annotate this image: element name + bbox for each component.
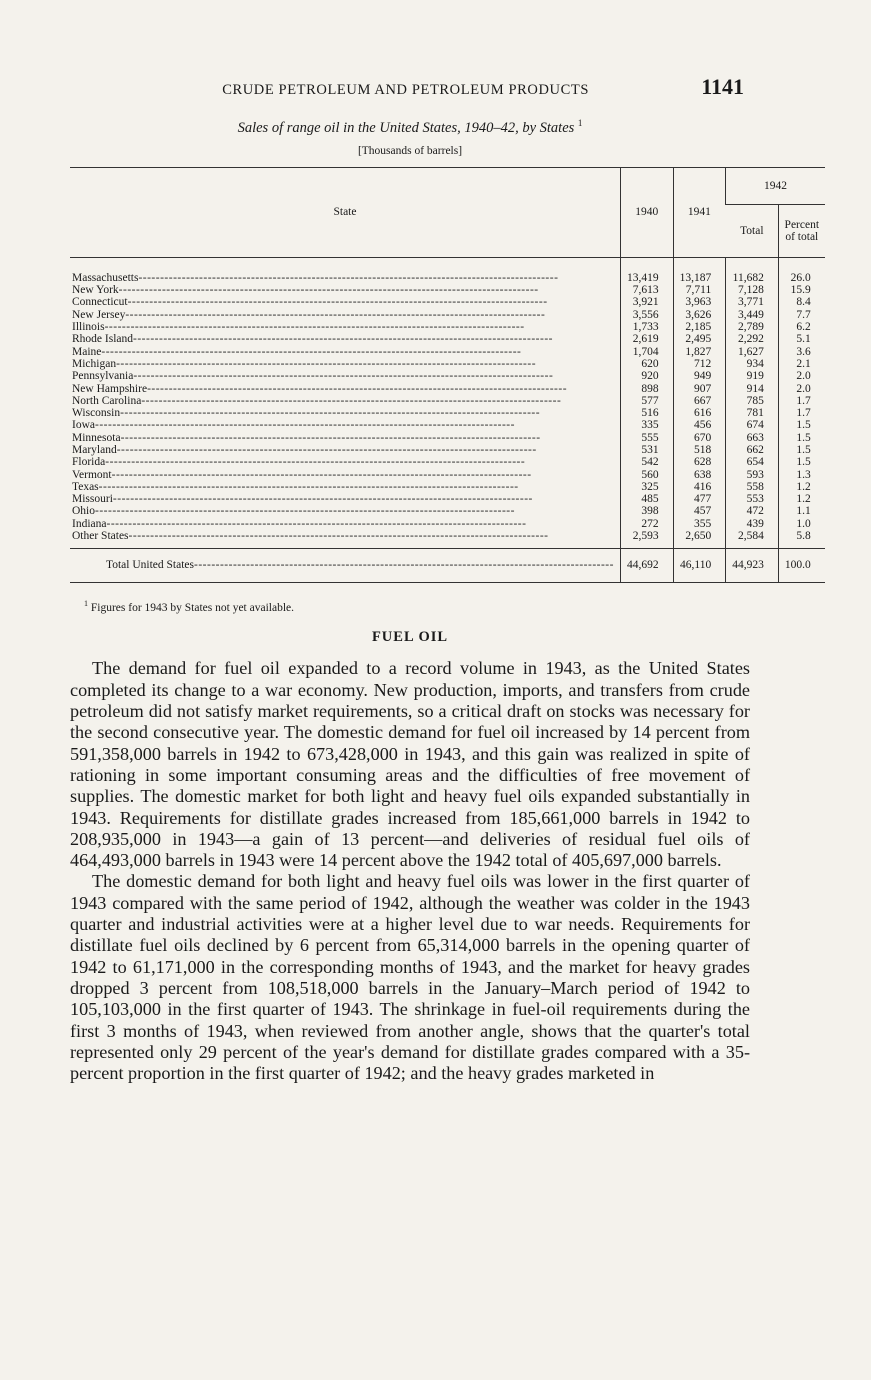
state-cell	[70, 309, 620, 321]
table-total-row	[70, 549, 825, 582]
leader-dots	[133, 370, 614, 382]
value-1940: 7,613	[620, 284, 673, 296]
state-label	[72, 518, 614, 530]
value-1942-total: 1,627	[726, 346, 779, 358]
paragraph-1: The demand for fuel oil expanded to a record volume in 1943, as the United States completed its change to a war economy. New production, imports, and transfers from crude petroleum did not satisfy market requirements, so a critical draft on stocks was necessary for the second consecutive year. The domestic demand for fuel oil increased by 14 percent from 591,358,000 barrels in 1942 to 673,428,000 in 1943, and this gain was realized in spite of rationing in some important consuming areas and the difficulties of free movement of supplies. The domestic market for both light and heavy fuel oils expanded substantially in 1943. Requirements for distillate grades increased from 185,661,000 barrels in 1942 to 208,935,000 in 1943—a gain of 13 percent—and deliveries of residual fuel oils of 464,493,000 barrels in 1943 were 14 percent above the 1942 total of 405,697,000 barrels.	[70, 658, 750, 871]
state-name: New York	[72, 284, 119, 297]
state-label	[72, 333, 614, 345]
value-1942-total: 674	[726, 419, 779, 431]
leader-dots	[95, 419, 614, 431]
state-label	[72, 395, 614, 407]
table-title-text: Sales of range oil in the United States, 1940–42, by States	[237, 119, 575, 136]
state-label	[72, 530, 614, 542]
state-name: Rhode Island	[72, 333, 134, 346]
value-1940: 3,556	[620, 309, 673, 321]
leader-dots	[117, 444, 614, 456]
table-row	[70, 284, 825, 296]
value-1941: 907	[673, 383, 726, 395]
value-1941: 616	[673, 407, 726, 419]
state-label	[72, 383, 614, 395]
total-row-label	[106, 559, 614, 571]
value-1942-percent: 6.2	[778, 321, 824, 333]
state-cell	[70, 346, 620, 358]
value-1940: 1,704	[620, 346, 673, 358]
leader-dots	[105, 456, 614, 468]
header-1942: 1942	[726, 167, 825, 204]
value-1940: 531	[620, 444, 673, 456]
value-1942-total: 662	[726, 444, 779, 456]
table-row	[70, 296, 825, 308]
value-1940: 920	[620, 370, 673, 382]
value-1941: 667	[673, 395, 726, 407]
leader-dots	[147, 383, 614, 395]
table-total	[70, 549, 825, 582]
table-row	[70, 469, 825, 481]
state-name: Michigan	[72, 357, 117, 370]
value-1942-percent: 2.1	[778, 358, 824, 370]
state-label	[72, 432, 614, 444]
leader-dots	[119, 284, 614, 296]
state-cell	[70, 284, 620, 296]
table-body	[70, 257, 825, 549]
value-1942-total: 7,128	[726, 284, 779, 296]
value-1940: 560	[620, 469, 673, 481]
state-cell	[70, 432, 620, 444]
table-row	[70, 333, 825, 345]
value-1941: 628	[673, 456, 726, 468]
value-1942-total: 919	[726, 370, 779, 382]
state-name: Maryland	[72, 443, 117, 456]
state-label	[72, 346, 614, 358]
table-row	[70, 346, 825, 358]
value-1942-total: 785	[726, 395, 779, 407]
table-row	[70, 395, 825, 407]
table-row	[70, 383, 825, 395]
value-1942-total: 934	[726, 358, 779, 370]
state-name: Maine	[72, 345, 102, 358]
state-label	[72, 321, 614, 333]
leader-dots	[194, 559, 614, 571]
state-cell	[70, 444, 620, 456]
total-1940: 44,692	[620, 549, 673, 582]
state-label	[72, 370, 614, 382]
state-label	[72, 481, 614, 493]
value-1942-percent: 1.5	[778, 456, 824, 468]
value-1940: 577	[620, 395, 673, 407]
value-1942-percent: 15.9	[778, 284, 824, 296]
total-1942: 44,923	[726, 549, 779, 582]
state-cell	[70, 493, 620, 505]
state-cell	[70, 407, 620, 419]
state-name: North Carolina	[72, 394, 142, 407]
leader-dots	[116, 358, 614, 370]
value-1941: 416	[673, 481, 726, 493]
table-row	[70, 481, 825, 493]
table-bottom-rule	[70, 582, 825, 585]
state-label	[72, 272, 614, 284]
value-1942-percent: 1.5	[778, 444, 824, 456]
value-1940: 620	[620, 358, 673, 370]
value-1942-total: 558	[726, 481, 779, 493]
table-row	[70, 493, 825, 505]
state-name: Other States	[72, 530, 129, 543]
header-state: State	[70, 167, 620, 257]
value-1942-percent: 5.1	[778, 333, 824, 345]
value-1941: 457	[673, 505, 726, 517]
table-row	[70, 530, 825, 549]
value-1941: 477	[673, 493, 726, 505]
state-name: Connecticut	[72, 296, 128, 309]
leader-dots	[129, 530, 614, 542]
state-cell	[70, 530, 620, 549]
leader-dots	[105, 321, 614, 333]
leader-dots	[128, 296, 614, 308]
table-row	[70, 370, 825, 382]
table-row	[70, 407, 825, 419]
value-1940: 272	[620, 518, 673, 530]
value-1942-percent: 26.0	[778, 257, 824, 284]
table-row	[70, 518, 825, 530]
value-1942-total: 439	[726, 518, 779, 530]
total-1941: 46,110	[673, 549, 726, 582]
state-name: Missouri	[72, 493, 113, 506]
value-1942-total: 593	[726, 469, 779, 481]
state-label	[72, 284, 614, 296]
state-cell	[70, 395, 620, 407]
table-row	[70, 505, 825, 517]
value-1940: 13,419	[620, 257, 673, 284]
leader-dots	[99, 481, 614, 493]
value-1942-percent: 1.1	[778, 505, 824, 517]
state-cell	[70, 481, 620, 493]
header-1942-percent: Percent of total	[778, 204, 824, 257]
value-1942-percent: 1.5	[778, 419, 824, 431]
leader-dots	[113, 493, 614, 505]
value-1941: 3,626	[673, 309, 726, 321]
value-1942-total: 914	[726, 383, 779, 395]
value-1942-percent: 1.7	[778, 407, 824, 419]
value-1942-percent: 1.2	[778, 493, 824, 505]
state-label	[72, 407, 614, 419]
value-1940: 555	[620, 432, 673, 444]
value-1941: 13,187	[673, 257, 726, 284]
value-1942-total: 553	[726, 493, 779, 505]
leader-dots	[112, 469, 614, 481]
range-oil-sales-table	[70, 167, 825, 585]
state-label	[72, 309, 614, 321]
state-name: Ohio	[72, 505, 95, 518]
value-1941: 456	[673, 419, 726, 431]
state-cell	[70, 383, 620, 395]
state-cell	[70, 296, 620, 308]
footnote-text: Figures for 1943 by States not yet available.	[90, 601, 295, 614]
header-1941: 1941	[673, 167, 726, 257]
value-1941: 2,185	[673, 321, 726, 333]
state-name: Wisconsin	[72, 407, 121, 420]
value-1942-total: 2,789	[726, 321, 779, 333]
value-1940: 335	[620, 419, 673, 431]
value-1942-percent: 1.2	[778, 481, 824, 493]
table-row	[70, 419, 825, 431]
leader-dots	[125, 309, 614, 321]
value-1940: 2,619	[620, 333, 673, 345]
table-row	[70, 444, 825, 456]
value-1942-total: 781	[726, 407, 779, 419]
value-1941: 712	[673, 358, 726, 370]
table-row	[70, 321, 825, 333]
state-cell	[70, 518, 620, 530]
state-cell	[70, 358, 620, 370]
value-1940: 485	[620, 493, 673, 505]
table-row	[70, 358, 825, 370]
running-head-title: CRUDE PETROLEUM AND PETROLEUM PRODUCTS	[222, 82, 589, 98]
value-1940: 898	[620, 383, 673, 395]
value-1942-percent: 1.0	[778, 518, 824, 530]
header-1942-total: Total	[726, 204, 779, 257]
value-1942-percent: 3.6	[778, 346, 824, 358]
leader-dots	[95, 505, 614, 517]
total-percent: 100.0	[778, 549, 824, 582]
value-1940: 1,733	[620, 321, 673, 333]
value-1942-percent: 8.4	[778, 296, 824, 308]
total-row-state: Total United States	[106, 559, 194, 572]
state-name: New Hampshire	[72, 382, 148, 395]
value-1942-percent: 7.7	[778, 309, 824, 321]
value-1942-total: 2,292	[726, 333, 779, 345]
table-title-footnote-marker: 1	[577, 118, 583, 128]
table-footnote	[70, 599, 750, 614]
value-1942-total: 3,449	[726, 309, 779, 321]
value-1942-total: 472	[726, 505, 779, 517]
value-1942-percent: 2.0	[778, 383, 824, 395]
value-1941: 670	[673, 432, 726, 444]
value-1940: 398	[620, 505, 673, 517]
state-label	[72, 444, 614, 456]
section-heading: FUEL OIL	[371, 629, 449, 646]
value-1942-total: 2,584	[726, 530, 779, 549]
leader-dots	[141, 395, 614, 407]
state-cell	[70, 257, 620, 284]
value-1942-percent: 5.8	[778, 530, 824, 549]
state-name: Minnesota	[72, 431, 121, 444]
state-label	[72, 296, 614, 308]
table-row	[70, 456, 825, 468]
table-row	[70, 309, 825, 321]
state-label	[72, 358, 614, 370]
state-label	[72, 505, 614, 517]
value-1940: 3,921	[620, 296, 673, 308]
state-cell	[70, 333, 620, 345]
value-1942-total: 654	[726, 456, 779, 468]
value-1941: 518	[673, 444, 726, 456]
header-1940: 1940	[620, 167, 673, 257]
state-cell	[70, 456, 620, 468]
value-1940: 2,593	[620, 530, 673, 549]
state-label	[72, 456, 614, 468]
value-1941: 949	[673, 370, 726, 382]
running-head	[70, 74, 750, 110]
state-cell	[70, 469, 620, 481]
value-1942-total: 11,682	[726, 257, 779, 284]
state-name: Pennsylvania	[72, 370, 134, 383]
value-1941: 3,963	[673, 296, 726, 308]
table-row	[70, 257, 825, 284]
table-unit: [Thousands of barrels]	[357, 144, 463, 157]
value-1941: 355	[673, 518, 726, 530]
table-title	[70, 118, 750, 137]
value-1942-percent: 1.7	[778, 395, 824, 407]
leader-dots	[120, 407, 614, 419]
value-1942-percent: 2.0	[778, 370, 824, 382]
leader-dots	[106, 518, 614, 530]
state-name: Massachusetts	[72, 271, 139, 284]
state-label	[72, 419, 614, 431]
state-label	[72, 469, 614, 481]
footnote-marker: 1	[84, 598, 88, 608]
value-1940: 516	[620, 407, 673, 419]
value-1942-percent: 1.3	[778, 469, 824, 481]
table-row	[70, 432, 825, 444]
state-name: Iowa	[72, 419, 95, 432]
state-cell	[70, 419, 620, 431]
state-cell	[70, 321, 620, 333]
value-1941: 2,495	[673, 333, 726, 345]
state-name: Vermont	[72, 468, 112, 481]
leader-dots	[138, 272, 614, 284]
value-1941: 1,827	[673, 346, 726, 358]
value-1942-total: 3,771	[726, 296, 779, 308]
state-name: Florida	[72, 456, 106, 469]
value-1941: 7,711	[673, 284, 726, 296]
state-label	[72, 493, 614, 505]
state-name: Indiana	[72, 517, 107, 530]
value-1942-total: 663	[726, 432, 779, 444]
state-cell	[70, 370, 620, 382]
document-page	[70, 74, 820, 1084]
leader-dots	[101, 346, 614, 358]
value-1940: 325	[620, 481, 673, 493]
value-1941: 2,650	[673, 530, 726, 549]
state-cell	[70, 505, 620, 517]
page-number: 1141	[701, 74, 744, 99]
value-1942-percent: 1.5	[778, 432, 824, 444]
leader-dots	[133, 333, 614, 345]
state-name: Illinois	[72, 321, 105, 334]
value-1941: 638	[673, 469, 726, 481]
state-name: Texas	[72, 480, 99, 493]
value-1940: 542	[620, 456, 673, 468]
paragraph-2: The domestic demand for both light and heavy fuel oils was lower in the first quarter of 1943 compared with the same period of 1942, although the weather was colder in the 1943 quarter and industrial activities were at a higher level due to war needs. Requirements for distillate fuel oils declined by 6 percent from 65,314,000 barrels in the opening quarter of 1942 to 61,171,000 in the corresponding months of 1943, and the market for heavy grades dropped 3 percent from 108,518,000 barrels in the January–March period of 1942 to 105,103,000 in the first quarter of 1943. The shrinkage in fuel-oil requirements during the first 3 months of 1943, when reviewed from another angle, shows that the quarter's total represented only 29 percent of the year's demand for distillate grades compared with a 35-percent proportion in the first quarter of 1942; and the heavy grades marketed in	[70, 871, 750, 1084]
total-row-label-cell	[70, 549, 620, 582]
leader-dots	[121, 432, 614, 444]
state-name: New Jersey	[72, 308, 126, 321]
body-text	[70, 658, 750, 1084]
